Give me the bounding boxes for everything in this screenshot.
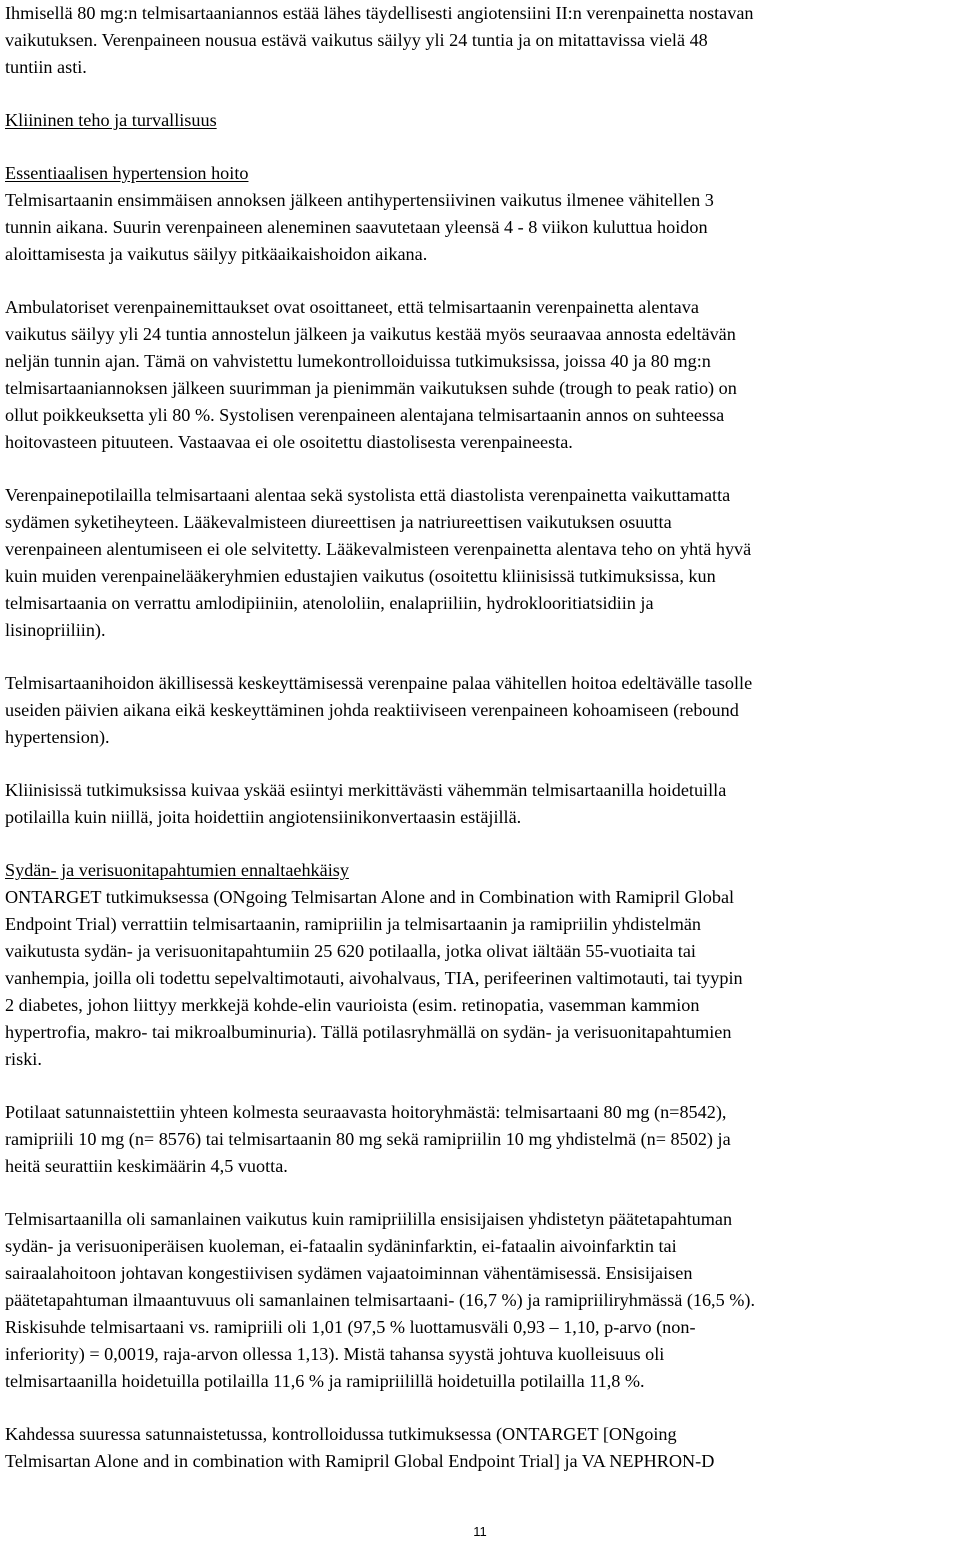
text-line: 2 diabetes, johon liittyy merkkejä kohde-elin vaurioista (esim. retinopatia, vasemman kammion [5,995,700,1015]
subsection-heading: Sydän- ja verisuonitapahtumien ennaltaehkäisy [5,860,349,880]
paragraph-ambulatory [5,294,955,456]
text-line: tuntiin asti. [5,57,87,77]
paragraph-gap [5,1395,955,1421]
paragraph-essential-hypertension [5,160,955,268]
text-line: aloittamisesta ja vaikutus säilyy pitkäaikaishoidon aikana. [5,244,428,264]
paragraph-gap [5,1073,955,1099]
text-line: ollut poikkeuksetta yli 80 %. Systolisen verenpaineen alentajana telmisartaanin annos on suhteessa [5,405,725,425]
paragraph-gap [5,456,955,482]
page-number: 11 [473,1524,487,1539]
paragraph-intro [5,0,955,81]
text-line: telmisartaania on verrattu amlodipiiniin, atenololiin, enalapriiliin, hydroklooritiatsidiin ja [5,593,654,613]
text-line: sydän- ja verisuoniperäisen kuoleman, ei-fataalin sydäninfarktin, ei-fataalin aivoinfarktin tai [5,1236,677,1256]
text-line: tunnin aikana. Suurin verenpaineen aleneminen saavutetaan yleensä 4 - 8 viikon kuluttua hoidon [5,217,708,237]
section-heading-text: Kliininen teho ja turvallisuus [5,110,217,130]
paragraph-discontinuation [5,670,955,751]
text-line: ONTARGET tutkimuksessa (ONgoing Telmisartan Alone and in Combination with Ramipril Global [5,887,735,907]
text-line: Endpoint Trial) verrattiin telmisartaanin, ramipriilin ja telmisartaanin ja ramipriilin yhdistelmän [5,914,702,934]
text-line: Kliinisissä tutkimuksissa kuivaa yskää esiintyi merkittävästi vähemmän telmisartaanilla hoidetuilla [5,780,727,800]
text-line: Riskisuhde telmisartaani vs. ramipriili oli 1,01 (97,5 % luottamusväli 0,93 – 1,10, p-arvo (non- [5,1317,696,1337]
text-line: telmisartaanilla hoidetuilla potilailla 11,6 % ja ramipriilillä hoidetuilla potilailla 11,8 %. [5,1371,645,1391]
text-line: päätetapahtuman ilmaantuvuus oli samanlainen telmisartaani- (16,7 %) ja ramipriiliryhmässä (16,5 %). [5,1290,756,1310]
text-line: potilailla kuin niillä, joita hoidettiin angiotensiinikonvertaasin estäjillä. [5,807,522,827]
paragraph-gap [5,268,955,294]
text-line: hoitovasteen pituuteen. Vastaavaa ei ole osoitettu diastolisesta verenpaineesta. [5,432,573,452]
text-line: Telmisartan Alone and in combination with Ramipril Global Endpoint Trial] ja VA NEPHRON-D [5,1451,715,1471]
text-line: telmisartaaniannoksen jälkeen suurimman ja pienimmän vaikutuksen suhde (trough to peak ratio) on [5,378,737,398]
text-line: Ambulatoriset verenpainemittaukset ovat osoittaneet, että telmisartaanin verenpainetta alentava [5,297,699,317]
paragraph-two-trials [5,1421,955,1475]
text-line: hypertension). [5,727,110,747]
text-line: ramipriili 10 mg (n= 8576) tai telmisartaanin 80 mg sekä ramipriilin 10 mg yhdistelmä (n= 8502) ja [5,1129,731,1149]
subsection-heading: Essentiaalisen hypertension hoito [5,163,249,183]
paragraph-heart-rate [5,482,955,644]
text-line: inferiority) = 0,0019, raja-arvon ollessa 1,13). Mistä tahansa syystä johtuva kuolleisuus oli [5,1344,665,1364]
paragraph-cough [5,777,955,831]
section-heading [5,107,955,134]
paragraph-results [5,1206,955,1395]
text-line: neljän tunnin ajan. Tämä on vahvistettu lumekontrolloiduissa tutkimuksissa, joissa 40 ja 80 mg:n [5,351,711,371]
paragraph-gap [5,134,955,160]
paragraph-gap [5,644,955,670]
text-line: lisinopriiliin). [5,620,106,640]
text-line: riski. [5,1049,42,1069]
paragraph-gap [5,1180,955,1206]
text-line: sydämen syketiheyteen. Lääkevalmisteen diureettisen ja natriureettisen vaikutuksen osuutta [5,512,672,532]
text-line: heitä seurattiin keskimäärin 4,5 vuotta. [5,1156,288,1176]
text-line: Ihmisellä 80 mg:n telmisartaaniannos estää lähes täydellisesti angiotensiini II:n verenpainetta nostavan [5,3,754,23]
text-line: hypertrofia, makro- tai mikroalbuminuria). Tällä potilasryhmällä on sydän- ja verisuonitapahtumien [5,1022,732,1042]
text-line: kuin muiden verenpainelääkeryhmien edustajien vaikutus (osoitettu kliinisissä tutkimuksissa, kun [5,566,716,586]
text-line: Potilaat satunnaistettiin yhteen kolmesta seuraavasta hoitoryhmästä: telmisartaani 80 mg (n=8542), [5,1102,727,1122]
paragraph-gap [5,831,955,857]
text-line: verenpaineen alentumiseen ei ole selvitetty. Lääkevalmisteen verenpainetta alentava teho on yhtä hyvä [5,539,752,559]
paragraph-randomization [5,1099,955,1180]
text-line: Telmisartaanihoidon äkillisessä keskeyttämisessä verenpaine palaa vähitellen hoitoa edeltävälle tasolle [5,673,753,693]
text-line: Verenpainepotilailla telmisartaani alentaa sekä systolista että diastolista verenpainetta vaikuttamatta [5,485,731,505]
text-line: sairaalahoitoon johtavan kongestiivisen sydämen vajaatoiminnan vähentämisessä. Ensisijaisen [5,1263,693,1283]
paragraph-cardiovascular [5,857,955,1073]
paragraph-gap [5,81,955,107]
document-page [5,0,955,1475]
text-line: Kahdessa suuressa satunnaistetussa, kontrolloidussa tutkimuksessa (ONTARGET [ONgoing [5,1424,677,1444]
text-line: useiden päivien aikana eikä keskeyttäminen johda reaktiiviseen verenpaineen kohoamiseen (rebound [5,700,739,720]
text-line: vanhempia, joilla oli todettu sepelvaltimotauti, aivohalvaus, TIA, perifeerinen valtimotauti, tai tyypin [5,968,743,988]
text-line: vaikutuksen. Verenpaineen nousua estävä vaikutus säilyy yli 24 tuntia ja on mitattavissa vielä 48 [5,30,708,50]
text-line: vaikutus säilyy yli 24 tuntia annostelun jälkeen ja vaikutus kestää myös seuraavaa annosta edeltävän [5,324,736,344]
text-line: Telmisartaanilla oli samanlainen vaikutus kuin ramipriililla ensisijaisen yhdistetyn päätetapahtuman [5,1209,733,1229]
paragraph-gap [5,751,955,777]
text-line: vaikutusta sydän- ja verisuonitapahtumiin 25 620 potilaalla, jotka olivat iältään 55-vuotiaita tai [5,941,696,961]
text-line: Telmisartaanin ensimmäisen annoksen jälkeen antihypertensiivinen vaikutus ilmenee vähitellen 3 [5,190,714,210]
